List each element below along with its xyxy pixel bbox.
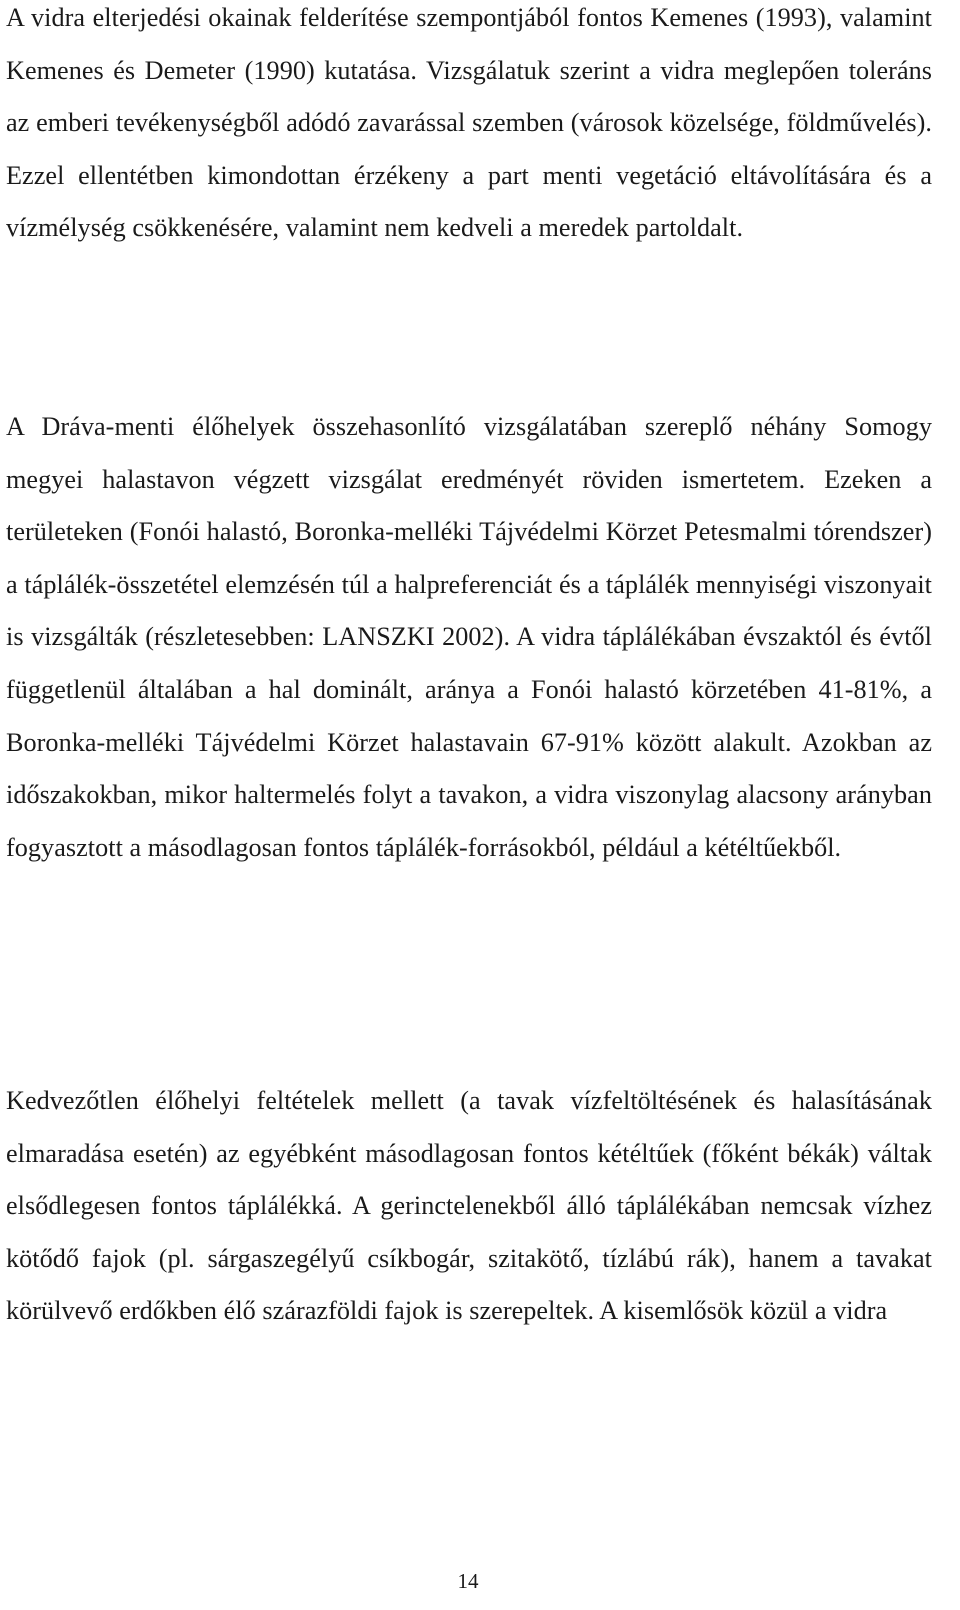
paragraph-somogy-fishponds: A Dráva-menti élőhelyek összehasonlító vizsgálatában szereplő néhány Somogy megyei halastavon végzett vizsgálat eredményét röviden ismertetem. Ezeken a területeken (Fonói halastó, Boronka-melléki Tájvédelmi Körzet Petesmalmi tórendszer) a táplálék-összetétel elemzésén túl a halpreferenciát és a táplálék mennyiségi viszonyait is vizsgálták (részletesebben: LANSZKI 2002). A vidra táplálékában évszaktól és évtől függetlenül általában a hal dominált, aránya a Fonói halastó körzetében 41-81%, a Boronka-melléki Tájvédelmi Körzet halastavain 67-91% között alakult. Azokban az időszakokban, mikor haltermelés folyt a tavakon, a vidra viszonylag alacsony arányban fogyasztott a másodlagosan fontos táplálék-forrásokból, például a kétéltűekből. (6, 412, 932, 862)
paragraph-unfavourable-habitat: Kedvezőtlen élőhelyi feltételek mellett (a tavak vízfeltöltésének és halasításának elmaradása esetén) az egyébként másodlagosan fontos kétéltűek (főként békák) váltak elsődlegesen fontos táplálékká. A gerinctelenekből álló táplálékában nemcsak vízhez kötődő fajok (pl. sárgaszegélyű csíkbogár, szitakötő, tízlábú rák), hanem a tavakat körülvevő erdőkben élő szárazföldi fajok is szerepeltek. A kisemlősök közül a vidra (6, 1086, 932, 1326)
paragraph-otter-distribution: A vidra elterjedési okainak felderítése szempontjából fontos Kemenes (1993), valamint Kemenes és Demeter (1990) kutatása. Vizsgálatuk szerint a vidra meglepően toleráns az emberi tevékenységből adódó zavarással szemben (városok közelsége, földművelés). Ezzel ellentétben kimondottan érzékeny a part menti vegetáció eltávolítására és a vízmélység csökkenésére, valamint nem kedveli a meredek partoldalt. (6, 3, 932, 243)
page-number: 14 (457, 1569, 479, 1593)
